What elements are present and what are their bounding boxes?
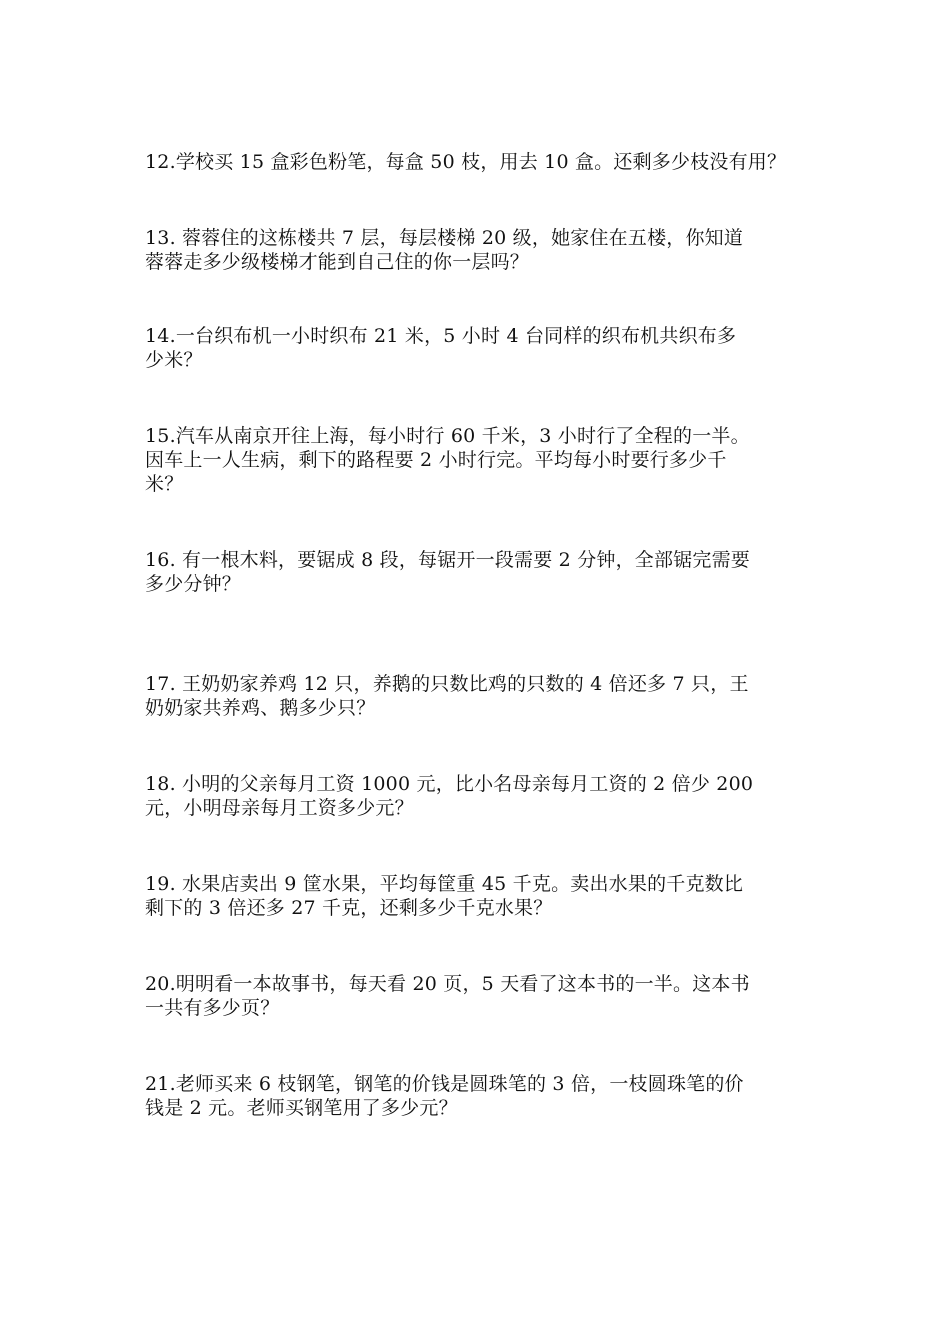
- problem-21-line-2: 钱是 2 元。老师买钢笔用了多少元？: [145, 1097, 458, 1119]
- problem-14: [145, 324, 815, 372]
- problem-15: [145, 424, 815, 496]
- problem-16-line-1: 16. 有一根木料，要锯成 8 段，每锯开一段需要 2 分钟，全部锯完需要: [145, 549, 750, 571]
- problem-14-line-2: 少米？: [145, 349, 203, 371]
- problem-12: [145, 150, 815, 174]
- problem-15-line-2: 因车上一人生病，剩下的路程要 2 小时行完。平均每小时要行多少千: [145, 449, 727, 471]
- problem-16: [145, 548, 815, 596]
- problem-21: [145, 1072, 815, 1120]
- problem-18: [145, 772, 815, 820]
- problem-18-line-2: 元，小明母亲每月工资多少元？: [145, 797, 414, 819]
- problem-20: [145, 972, 815, 1020]
- problem-17-line-1: 17. 王奶奶家养鸡 12 只，养鹅的只数比鸡的只数的 4 倍还多 7 只，王: [145, 673, 749, 695]
- problem-13: [145, 226, 815, 274]
- problem-13-line-2: 蓉蓉走多少级楼梯才能到自己住的你一层吗？: [145, 251, 530, 273]
- problem-12-line-1: 12.学校买 15 盒彩色粉笔，每盒 50 枝，用去 10 盒。还剩多少枝没有用？: [145, 151, 787, 173]
- problem-20-line-2: 一共有多少页？: [145, 997, 280, 1019]
- problem-14-line-1: 14.一台织布机一小时织布 21 米，5 小时 4 台同样的织布机共织布多: [145, 325, 737, 347]
- problem-15-line-3: 米？: [145, 473, 184, 495]
- problem-16-line-2: 多少分钟？: [145, 573, 242, 595]
- problem-19: [145, 872, 815, 920]
- problem-19-line-1: 19. 水果店卖出 9 筐水果，平均每筐重 45 千克。卖出水果的千克数比: [145, 873, 744, 895]
- problem-17-line-2: 奶奶家共养鸡、鹅多少只？: [145, 697, 376, 719]
- problem-18-line-1: 18. 小明的父亲每月工资 1000 元，比小名母亲每月工资的 2 倍少 200: [145, 773, 754, 795]
- problem-21-line-1: 21.老师买来 6 枝钢笔，钢笔的价钱是圆珠笔的 3 倍，一枝圆珠笔的价: [145, 1073, 744, 1095]
- problem-17: [145, 672, 815, 720]
- problem-20-line-1: 20.明明看一本故事书，每天看 20 页，5 天看了这本书的一半。这本书: [145, 973, 750, 995]
- problem-13-line-1: 13. 蓉蓉住的这栋楼共 7 层，每层楼梯 20 级，她家住在五楼，你知道: [145, 227, 744, 249]
- problem-19-line-2: 剩下的 3 倍还多 27 千克，还剩多少千克水果？: [145, 897, 553, 919]
- problem-15-line-1: 15.汽车从南京开往上海，每小时行 60 千米，3 小时行了全程的一半。: [145, 425, 750, 447]
